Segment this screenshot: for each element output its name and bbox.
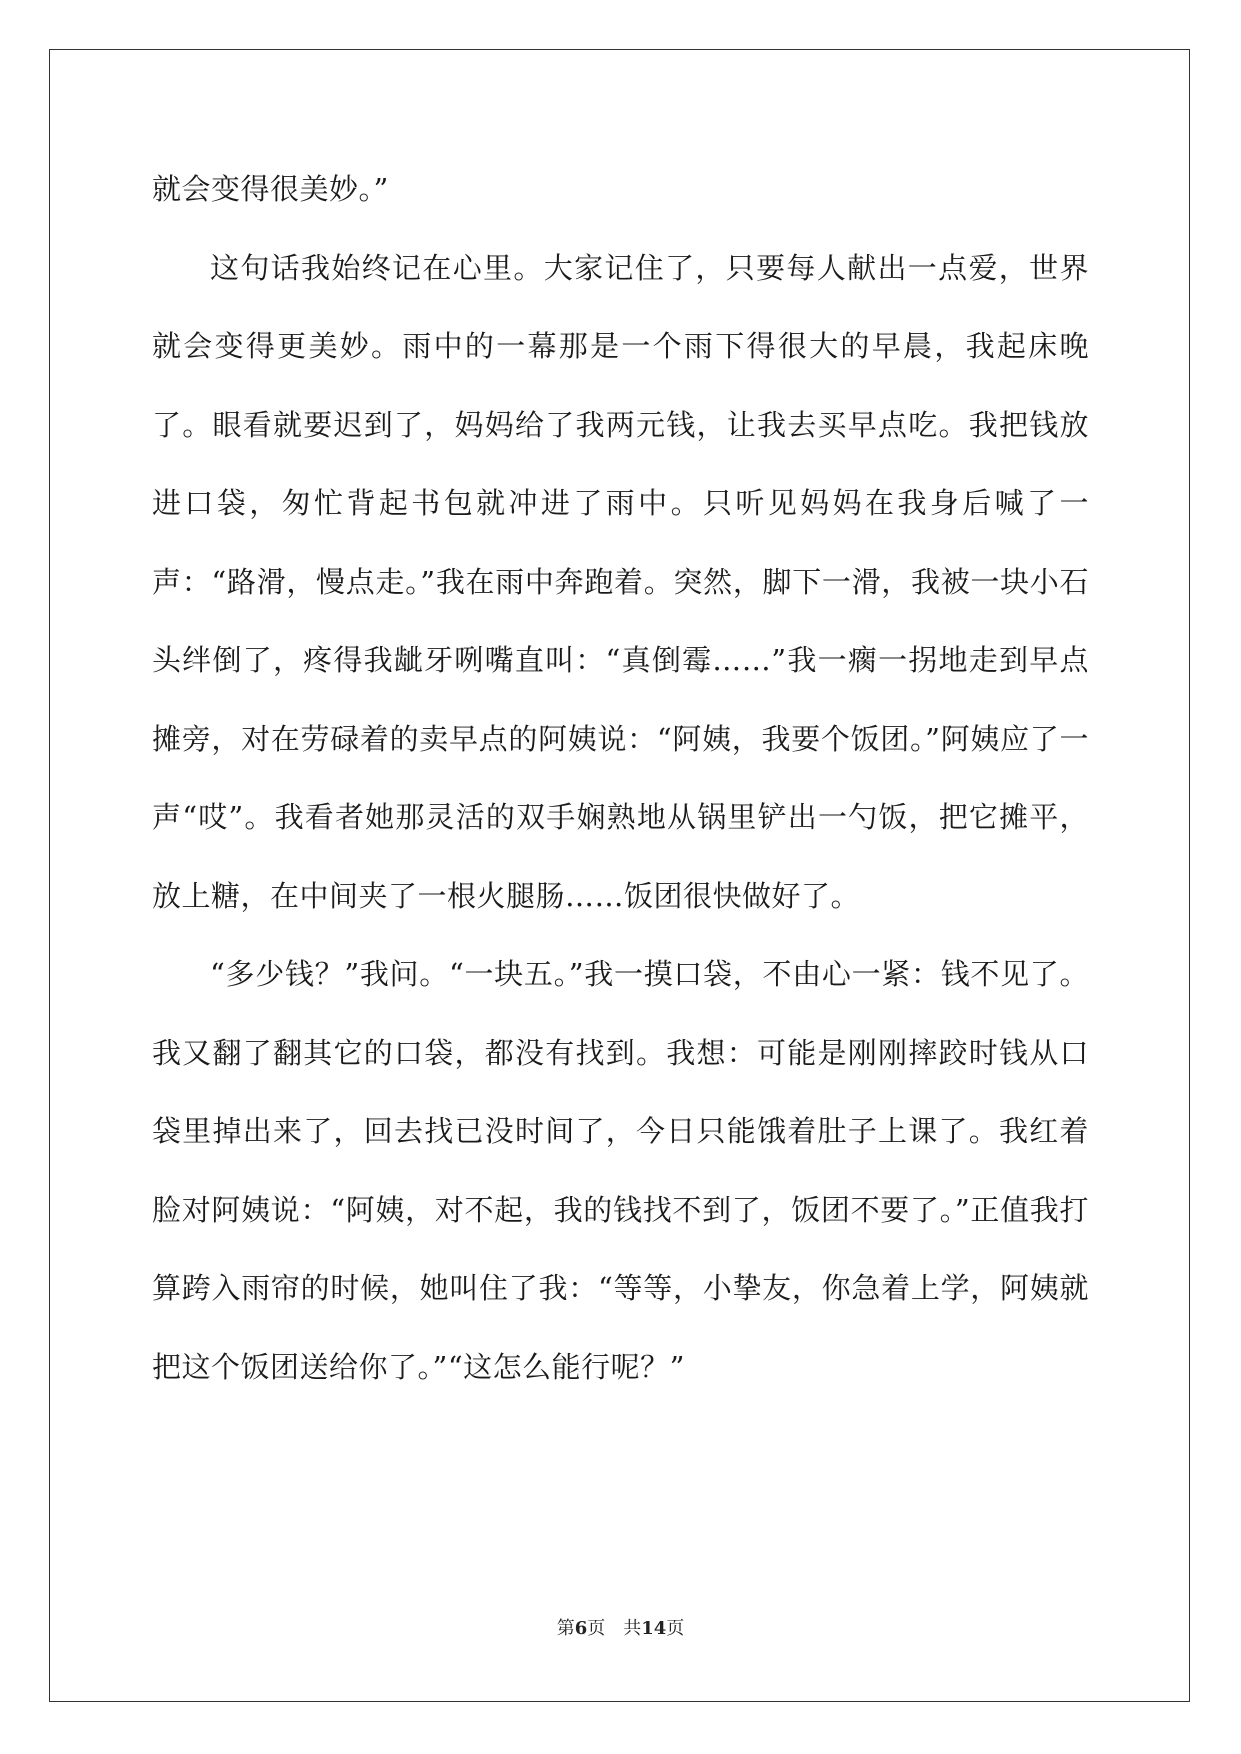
paragraph-2: 这句话我始终记在心里。大家记住了，只要每人献出一点爱，世界就会变得更美妙。雨中的一幕那是一个雨下得很大的早晨，我起床晚了。眼看就要迟到了，妈妈给了我两元钱，让我去买早点吃。我把钱放进口袋，匆忙背起书包就冲进了雨中。只听见妈妈在我身后喊了一声：“路滑，慢点走。”我在雨中奔跑着。突然，脚下一滑，我被一块小石头绊倒了，疼得我龇牙咧嘴直叫：“真倒霉……”我一瘸一拐地走到早点摊旁，对在劳碌着的卖早点的阿姨说：“阿姨，我要个饭团。”阿姨应了一声“哎”。我看者她那灵活的双手娴熟地从锅里铲出一勺饭，把它摊平，放上糖，在中间夹了一根火腿肠……饭团很快做好了。 [152,250,1089,913]
paragraph-3: “多少钱？”我问。“一块五。”我一摸口袋，不由心一紧：钱不见了。我又翻了翻其它的口袋，都没有找到。我想：可能是刚刚摔跤时钱从口袋里掉出来了，回去找已没时间了，今日只能饿着肚子上课了。我红着脸对阿姨说：“阿姨，对不起，我的钱找不到了，饭团不要了。”正值我打算跨入雨帘的时候，她叫住了我：“等等，小挚友，你急着上学，阿姨就把这个饭团送给你了。”“这怎么能行呢？” [152,957,1089,1384]
page-current: 6 [574,1618,588,1639]
total-suffix: 页 [666,1618,685,1639]
paragraph-1: 就会变得很美妙。” [152,172,389,206]
page-total: 14 [641,1618,667,1639]
total-prefix: 共 [623,1618,642,1639]
page-suffix: 页 [587,1618,606,1639]
page-prefix: 第 [556,1618,575,1639]
document-body [152,150,1089,1406]
page-footer [0,1617,1241,1641]
